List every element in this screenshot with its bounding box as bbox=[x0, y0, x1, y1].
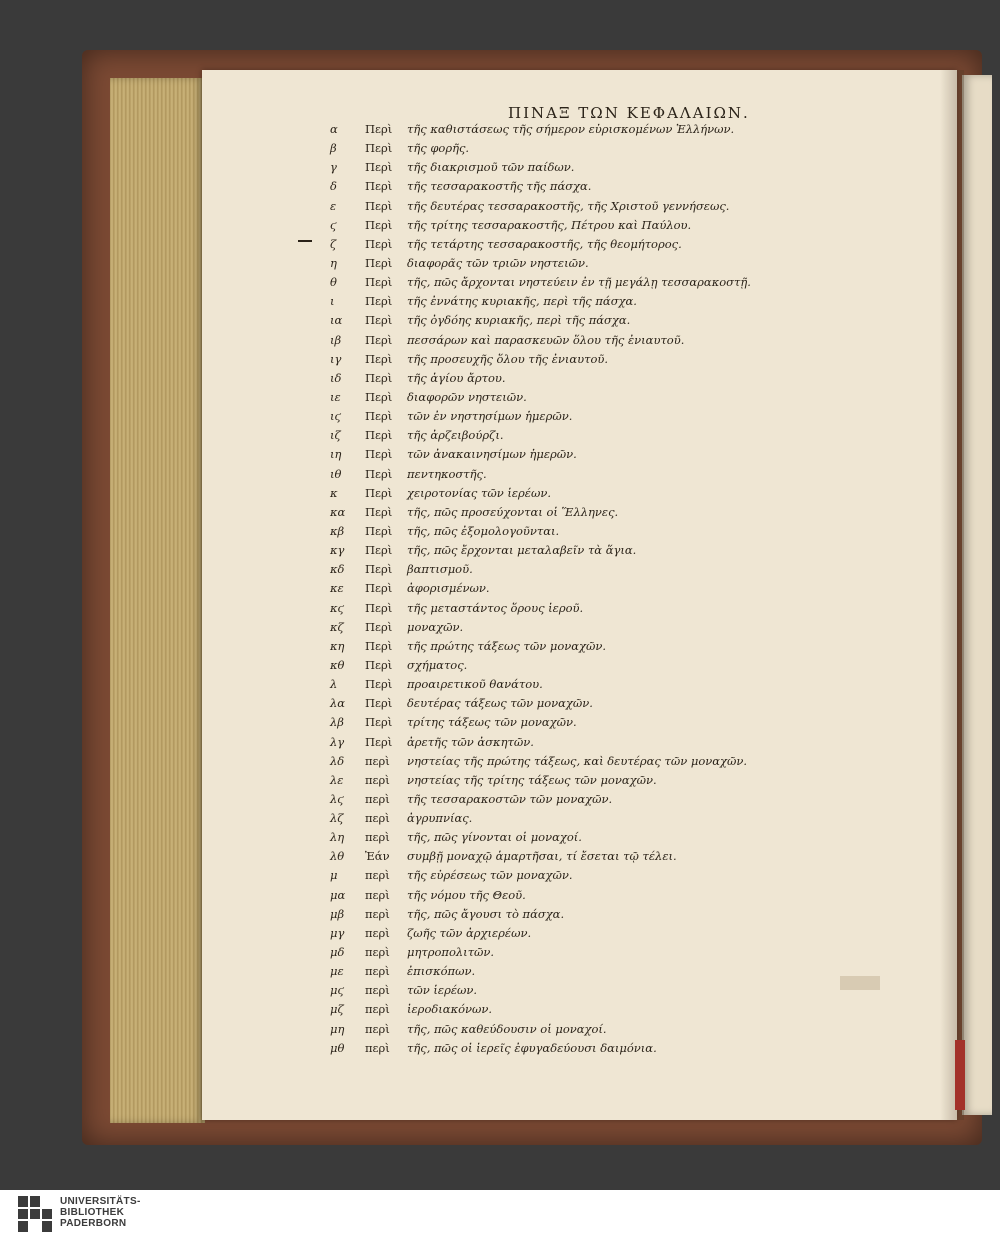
entry-preposition: Περὶ bbox=[365, 677, 393, 692]
chapter-number: ιθ bbox=[330, 466, 342, 481]
entry-preposition: Περὶ bbox=[365, 447, 393, 462]
entry-preposition: Περὶ bbox=[365, 485, 393, 500]
entry-preposition: Περὶ bbox=[365, 332, 393, 347]
entry-title: ἀγρυπνίας. bbox=[407, 811, 473, 826]
entry-preposition: Ἐάν bbox=[365, 849, 390, 864]
bookmark-ribbon bbox=[955, 1040, 965, 1110]
list-item bbox=[330, 445, 890, 464]
chapter-number: κγ bbox=[330, 543, 345, 558]
list-item bbox=[330, 311, 890, 330]
chapter-number: κη bbox=[330, 638, 345, 653]
entry-preposition: περὶ bbox=[365, 983, 390, 998]
entry-preposition: Περὶ bbox=[365, 351, 393, 366]
list-item bbox=[330, 120, 890, 139]
list-item bbox=[330, 790, 890, 809]
entry-title: τῆς τεσσαρακοστῶν τῶν μοναχῶν. bbox=[407, 791, 613, 806]
entry-preposition: περὶ bbox=[365, 753, 390, 768]
library-name-line1: UNIVERSITÄTS- bbox=[60, 1196, 141, 1207]
chapter-number: λϛ bbox=[330, 791, 344, 806]
chapter-number: κδ bbox=[330, 562, 345, 577]
entry-title: τῆς διακρισμοῦ τῶν παίδων. bbox=[407, 160, 575, 175]
chapter-number: λε bbox=[330, 772, 344, 787]
list-item bbox=[330, 809, 890, 828]
entry-title: τῆς τεσσαρακοστῆς τῆς πάσχα. bbox=[407, 179, 592, 194]
chapter-number: κζ bbox=[330, 619, 344, 634]
chapter-number: μα bbox=[330, 887, 346, 902]
list-item bbox=[330, 752, 890, 771]
list-item bbox=[330, 522, 890, 541]
entry-title: τῆς δευτέρας τεσσαρακοστῆς, τῆς Χριστοῦ γεννήσεως. bbox=[407, 198, 730, 213]
entry-preposition: Περὶ bbox=[365, 619, 393, 634]
chapter-number: κθ bbox=[330, 657, 345, 672]
entry-title: τῆς προσευχῆς ὅλου τῆς ἐνιαυτοῦ. bbox=[407, 351, 609, 366]
list-item bbox=[330, 924, 890, 943]
chapter-number: β bbox=[330, 141, 337, 156]
entry-title: πεσσάρων καὶ παρασκευῶν ὅλου τῆς ἐνιαυτοῦ. bbox=[407, 332, 685, 347]
entry-preposition: περὶ bbox=[365, 1021, 390, 1036]
library-name-line2: BIBLIOTHEK bbox=[60, 1207, 125, 1218]
entry-title: μητροπολιτῶν. bbox=[407, 945, 495, 960]
entry-preposition: Περὶ bbox=[365, 313, 393, 328]
list-item bbox=[330, 962, 890, 981]
entry-title: τῆς καθιστάσεως τῆς σήμερον εὑρισκομένων Ἑλλήνων. bbox=[407, 122, 735, 136]
entry-preposition: περὶ bbox=[365, 1002, 390, 1017]
entry-title: τῆς ὀγδόης κυριακῆς, περὶ τῆς πάσχα. bbox=[407, 313, 631, 328]
entry-title: νηστείας τῆς τρίτης τάξεως τῶν μοναχῶν. bbox=[407, 772, 657, 787]
entry-preposition: περὶ bbox=[365, 964, 390, 979]
entry-title: χειροτονίας τῶν ἱερέων. bbox=[407, 485, 552, 500]
entry-title: τῆς νόμου τῆς Θεοῦ. bbox=[407, 887, 526, 902]
entry-title: τῶν ἐν νηστησίμων ἡμερῶν. bbox=[407, 409, 573, 424]
list-item bbox=[330, 866, 890, 885]
entry-preposition: Περὶ bbox=[365, 141, 393, 156]
entry-preposition: Περὶ bbox=[365, 160, 393, 175]
chapter-number: λζ bbox=[330, 811, 344, 826]
list-item bbox=[330, 541, 890, 560]
chapter-number: ε bbox=[330, 198, 337, 213]
entry-title: δευτέρας τάξεως τῶν μοναχῶν. bbox=[407, 696, 593, 711]
list-item bbox=[330, 981, 890, 1000]
entry-preposition: περὶ bbox=[365, 868, 390, 883]
entry-title: διαφορᾶς τῶν τριῶν νηστειῶν. bbox=[407, 255, 589, 270]
entry-preposition: Περὶ bbox=[365, 255, 393, 270]
chapter-number: μζ bbox=[330, 1002, 344, 1017]
page-title: ΠΙΝΑΞ ΤΩΝ ΚΕΦΑΛΑΙΩΝ. bbox=[508, 104, 750, 122]
list-item bbox=[330, 1020, 890, 1039]
entry-preposition: Περὶ bbox=[365, 657, 393, 672]
chapter-number: κε bbox=[330, 581, 344, 596]
list-item bbox=[330, 694, 890, 713]
chapter-number: λθ bbox=[330, 849, 345, 864]
list-item bbox=[330, 369, 890, 388]
list-item bbox=[330, 847, 890, 866]
entry-preposition: Περὶ bbox=[365, 638, 393, 653]
chapter-number: η bbox=[330, 255, 337, 270]
entry-title: τῆς, πῶς καθεύδουσιν οἱ μοναχοί. bbox=[407, 1021, 607, 1036]
chapter-number: ιβ bbox=[330, 332, 342, 347]
chapter-number: μδ bbox=[330, 945, 345, 960]
entry-preposition: Περὶ bbox=[365, 275, 393, 290]
entry-title: τῆς, πῶς ἄγουσι τὸ πάσχα. bbox=[407, 906, 565, 921]
entry-preposition: Περὶ bbox=[365, 428, 393, 443]
page-edges bbox=[110, 78, 205, 1123]
entry-preposition: Περὶ bbox=[365, 179, 393, 194]
entry-preposition: περὶ bbox=[365, 945, 390, 960]
chapter-number: ϛ bbox=[330, 217, 337, 232]
list-item bbox=[330, 675, 890, 694]
list-item bbox=[330, 254, 890, 273]
chapter-number: α bbox=[330, 122, 338, 136]
entry-preposition: περὶ bbox=[365, 791, 390, 806]
entry-title: τῆς εὑρέσεως τῶν μοναχῶν. bbox=[407, 868, 573, 883]
entry-title: τῆς ἐννάτης κυριακῆς, περὶ τῆς πάσχα. bbox=[407, 294, 637, 309]
list-item bbox=[330, 216, 890, 235]
margin-mark bbox=[298, 240, 312, 242]
list-item bbox=[330, 828, 890, 847]
list-item bbox=[330, 1000, 890, 1019]
entry-preposition: Περὶ bbox=[365, 294, 393, 309]
chapter-number: λγ bbox=[330, 734, 345, 749]
chapter-number: μη bbox=[330, 1021, 345, 1036]
chapter-number: ιγ bbox=[330, 351, 342, 366]
entry-title: τῆς τετάρτης τεσσαρακοστῆς, τῆς θεομήτορος. bbox=[407, 236, 682, 251]
chapter-number: μγ bbox=[330, 925, 345, 940]
list-item bbox=[330, 350, 890, 369]
entry-preposition: περὶ bbox=[365, 887, 390, 902]
list-item bbox=[330, 637, 890, 656]
chapter-number: μθ bbox=[330, 1040, 345, 1055]
entry-title: τῶν ἀνακαινησίμων ἡμερῶν. bbox=[407, 447, 577, 462]
entry-title: ἐπισκόπων. bbox=[407, 964, 476, 979]
entry-preposition: περὶ bbox=[365, 906, 390, 921]
list-item bbox=[330, 1039, 890, 1058]
entry-preposition: Περὶ bbox=[365, 122, 393, 136]
entry-title: ἱεροδιακόνων. bbox=[407, 1002, 493, 1017]
chapter-number: λη bbox=[330, 830, 345, 845]
entry-title: ζωῆς τῶν ἀρχιερέων. bbox=[407, 925, 532, 940]
facing-page-edge bbox=[962, 75, 992, 1115]
entry-preposition: Περὶ bbox=[365, 504, 393, 519]
library-logo-icon bbox=[18, 1196, 54, 1232]
entry-title: τῆς φορῆς. bbox=[407, 141, 470, 156]
entry-title: τῆς πρώτης τάξεως τῶν μοναχῶν. bbox=[407, 638, 607, 653]
entry-preposition: περὶ bbox=[365, 830, 390, 845]
entry-title: νηστείας τῆς πρώτης τάξεως, καὶ δευτέρας τῶν μοναχῶν. bbox=[407, 753, 748, 768]
chapter-number: ιδ bbox=[330, 370, 342, 385]
entry-title: τῶν ἱερέων. bbox=[407, 983, 478, 998]
entry-title: τῆς, πῶς προσεύχονται οἱ Ἕλληνες. bbox=[407, 504, 619, 519]
list-item bbox=[330, 426, 890, 445]
entry-title: τῆς μεταστάντος ὅρους ἱεροῦ. bbox=[407, 600, 584, 615]
chapter-number: ιζ bbox=[330, 428, 341, 443]
chapter-number: λβ bbox=[330, 715, 344, 730]
entry-preposition: Περὶ bbox=[365, 389, 393, 404]
entry-title: τῆς ἁγίου ἄρτου. bbox=[407, 370, 506, 385]
entry-title: βαπτισμοῦ. bbox=[407, 562, 473, 577]
list-item bbox=[330, 503, 890, 522]
chapter-number: θ bbox=[330, 275, 337, 290]
chapter-number: κβ bbox=[330, 523, 345, 538]
entry-preposition: Περὶ bbox=[365, 523, 393, 538]
library-logo bbox=[18, 1196, 141, 1232]
list-item bbox=[330, 771, 890, 790]
chapter-number: ιε bbox=[330, 389, 341, 404]
list-item bbox=[330, 599, 890, 618]
list-item bbox=[330, 388, 890, 407]
chapter-number: λδ bbox=[330, 753, 345, 768]
list-item bbox=[330, 465, 890, 484]
library-name-line3: PADERBORN bbox=[60, 1218, 127, 1229]
list-item bbox=[330, 292, 890, 311]
entry-preposition: περὶ bbox=[365, 772, 390, 787]
chapter-number: ζ bbox=[330, 236, 337, 251]
entry-preposition: Περὶ bbox=[365, 600, 393, 615]
entry-preposition: Περὶ bbox=[365, 734, 393, 749]
entry-title: τῆς τρίτης τεσσαρακοστῆς, Πέτρου καὶ Παύλου. bbox=[407, 217, 692, 232]
list-item bbox=[330, 331, 890, 350]
entry-preposition: περὶ bbox=[365, 1040, 390, 1055]
entry-title: ἀφορισμένων. bbox=[407, 581, 490, 596]
chapter-number: μ bbox=[330, 868, 338, 883]
list-item bbox=[330, 273, 890, 292]
list-item bbox=[330, 943, 890, 962]
entry-title: συμβῇ μοναχῷ ἁμαρτῆσαι, τί ἔσεται τῷ τέλει. bbox=[407, 849, 677, 864]
entry-title: τῆς, πῶς οἱ ἱερεῖς ἐφυγαδεύουσι δαιμόνια. bbox=[407, 1040, 657, 1055]
entry-preposition: Περὶ bbox=[365, 198, 393, 213]
entry-preposition: περὶ bbox=[365, 925, 390, 940]
list-item bbox=[330, 158, 890, 177]
entry-title: τῆς, πῶς ἔρχονται μεταλαβεῖν τὰ ἅγια. bbox=[407, 543, 637, 558]
chapter-number: κϛ bbox=[330, 600, 344, 615]
list-item bbox=[330, 197, 890, 216]
entry-title: πεντηκοστῆς. bbox=[407, 466, 487, 481]
list-item bbox=[330, 139, 890, 158]
entry-title: ἀρετῆς τῶν ἀσκητῶν. bbox=[407, 734, 534, 749]
list-item bbox=[330, 618, 890, 637]
table-of-contents bbox=[330, 120, 890, 1058]
list-item bbox=[330, 560, 890, 579]
chapter-number: μβ bbox=[330, 906, 345, 921]
page-gutter-shadow bbox=[940, 70, 964, 1120]
chapter-number: μϛ bbox=[330, 983, 344, 998]
chapter-number: δ bbox=[330, 179, 337, 194]
chapter-number: με bbox=[330, 964, 344, 979]
entry-title: σχήματος. bbox=[407, 657, 468, 672]
entry-title: προαιρετικοῦ θανάτου. bbox=[407, 677, 543, 692]
entry-title: τρίτης τάξεως τῶν μοναχῶν. bbox=[407, 715, 577, 730]
entry-preposition: περὶ bbox=[365, 811, 390, 826]
entry-title: τῆς, πῶς ἄρχονται νηστεύειν ἐν τῇ μεγάλῃ τεσσαρακοστῇ. bbox=[407, 275, 751, 290]
entry-title: τῆς ἀρζειβούρζι. bbox=[407, 428, 504, 443]
entry-preposition: Περὶ bbox=[365, 696, 393, 711]
chapter-number: λ bbox=[330, 677, 338, 692]
entry-title: μοναχῶν. bbox=[407, 619, 464, 634]
chapter-number: κ bbox=[330, 485, 338, 500]
catchword-smudge bbox=[840, 976, 880, 990]
chapter-number: ια bbox=[330, 313, 343, 328]
entry-title: τῆς, πῶς γίνονται οἱ μοναχοί. bbox=[407, 830, 582, 845]
entry-preposition: Περὶ bbox=[365, 562, 393, 577]
chapter-number: ιϛ bbox=[330, 409, 341, 424]
list-item bbox=[330, 579, 890, 598]
list-item bbox=[330, 886, 890, 905]
entry-title: διαφορῶν νηστειῶν. bbox=[407, 389, 527, 404]
chapter-number: λα bbox=[330, 696, 346, 711]
chapter-number: κα bbox=[330, 504, 346, 519]
entry-preposition: Περὶ bbox=[365, 543, 393, 558]
list-item bbox=[330, 733, 890, 752]
entry-preposition: Περὶ bbox=[365, 715, 393, 730]
chapter-number: ιη bbox=[330, 447, 342, 462]
entry-preposition: Περὶ bbox=[365, 217, 393, 232]
list-item bbox=[330, 235, 890, 254]
entry-preposition: Περὶ bbox=[365, 409, 393, 424]
entry-preposition: Περὶ bbox=[365, 466, 393, 481]
entry-preposition: Περὶ bbox=[365, 581, 393, 596]
list-item bbox=[330, 407, 890, 426]
list-item bbox=[330, 177, 890, 196]
entry-title: τῆς, πῶς ἐξομολογοῦνται. bbox=[407, 523, 560, 538]
list-item bbox=[330, 905, 890, 924]
list-item bbox=[330, 484, 890, 503]
list-item bbox=[330, 656, 890, 675]
entry-preposition: Περὶ bbox=[365, 236, 393, 251]
entry-preposition: Περὶ bbox=[365, 370, 393, 385]
list-item bbox=[330, 713, 890, 732]
chapter-number: γ bbox=[330, 160, 337, 175]
chapter-number: ι bbox=[330, 294, 335, 309]
